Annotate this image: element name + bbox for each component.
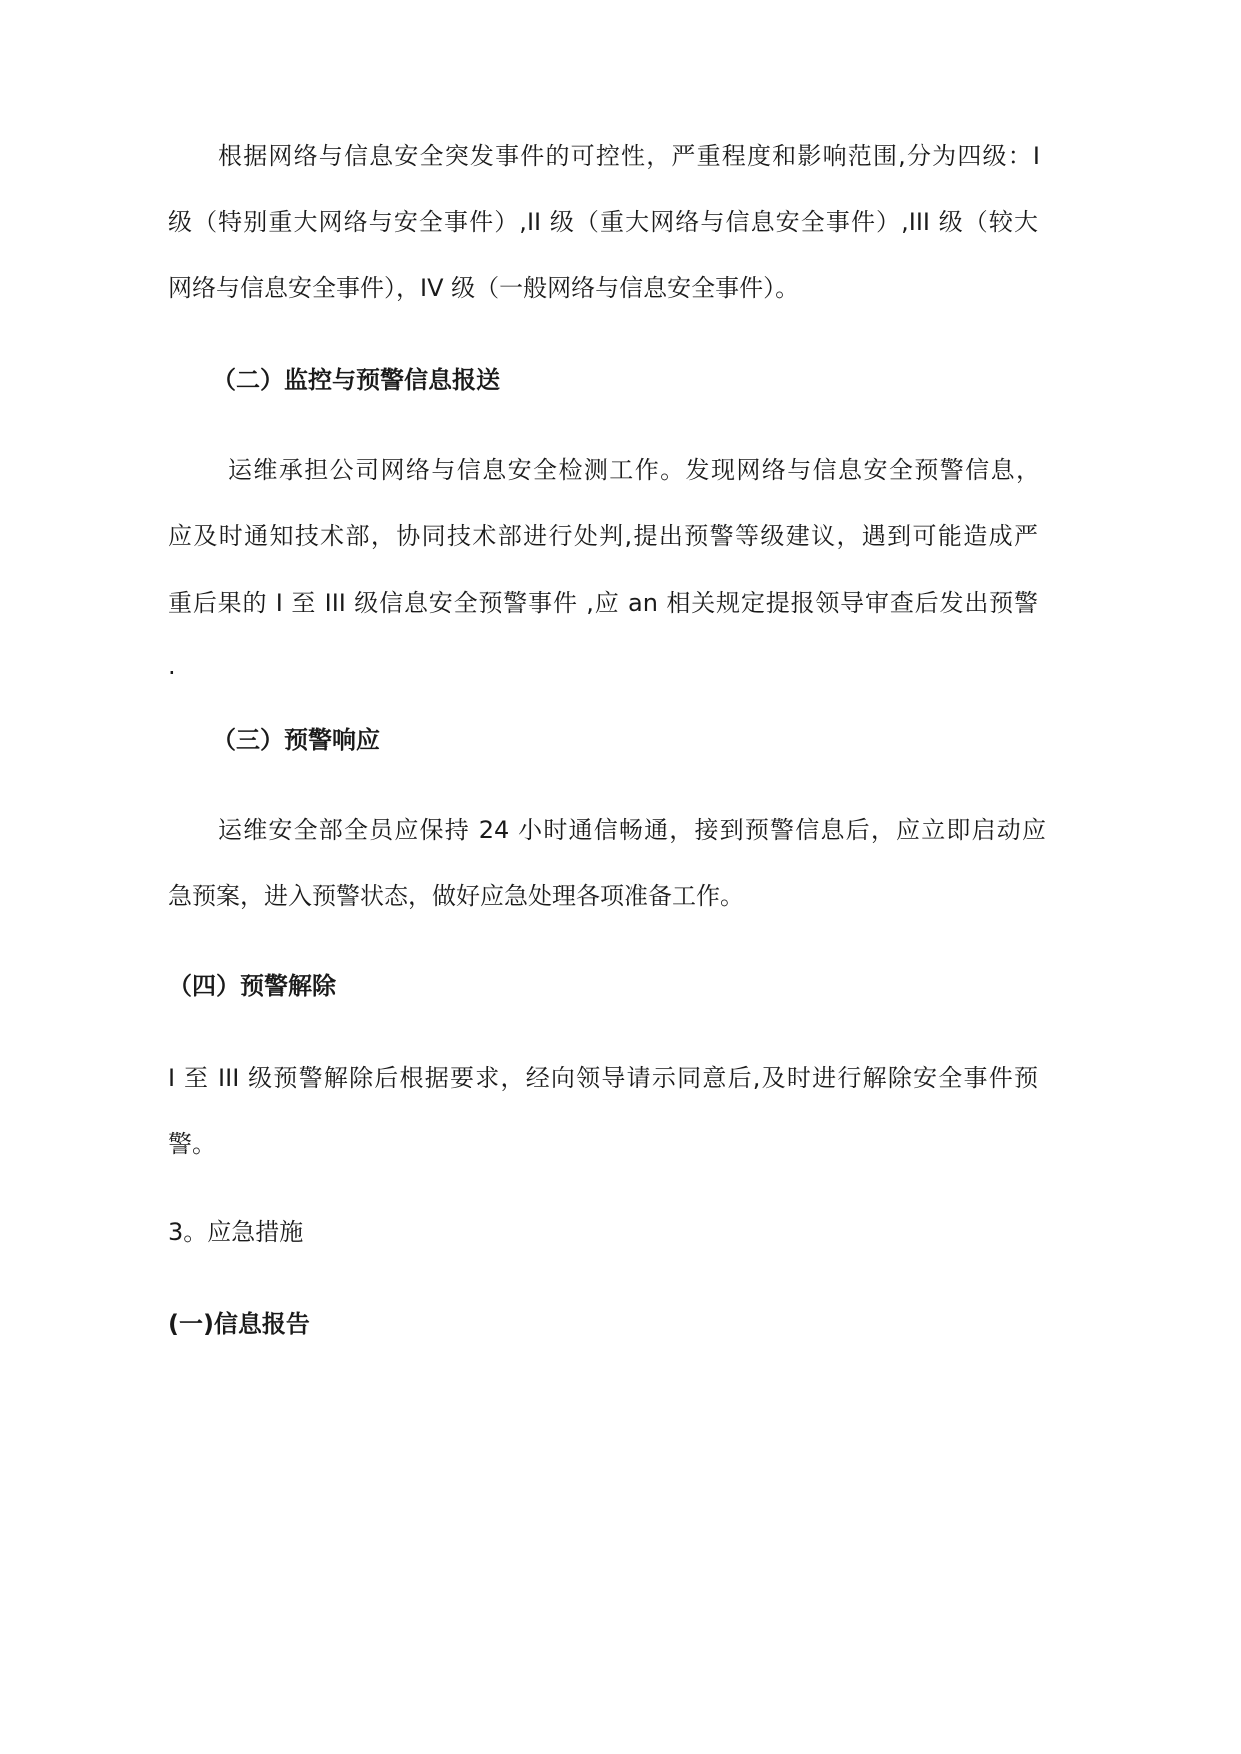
paragraph-release-line-1: I 至 III 级预警解除后根据要求，经向领导请示同意后,及时进行解除安全事件预 <box>168 1064 1038 1092</box>
heading-release: （四）预警解除 <box>168 972 336 1000</box>
paragraph-response-line-1: 运维安全部全员应保持 24 小时通信畅通，接到预警信息后，应立即启动应 <box>218 816 1046 844</box>
paragraph-release-line-2: 警。 <box>168 1130 216 1158</box>
heading-response: （三）预警响应 <box>212 726 380 754</box>
paragraph-monitoring-line-4: . <box>168 652 176 680</box>
paragraph-levels-line-2: 级（特别重大网络与安全事件）,II 级（重大网络与信息安全事件）,III 级（较大 <box>168 208 1038 236</box>
heading-monitoring: （二）监控与预警信息报送 <box>212 366 500 394</box>
paragraph-monitoring-line-2: 应及时通知技术部，协同技术部进行处判,提出预警等级建议，遇到可能造成严 <box>168 522 1038 550</box>
heading-emergency-measures: 3。应急措施 <box>168 1218 304 1246</box>
paragraph-monitoring-line-1: 运维承担公司网络与信息安全检测工作。发现网络与信息安全预警信息， <box>228 456 1040 484</box>
paragraph-response-line-2: 急预案，进入预警状态，做好应急处理各项准备工作。 <box>168 882 744 910</box>
paragraph-monitoring-line-3: 重后果的 I 至 III 级信息安全预警事件 ,应 an 相关规定提报领导审查后发出预警 <box>168 589 1038 617</box>
paragraph-levels-line-3: 网络与信息安全事件），IV 级（一般网络与信息安全事件）。 <box>168 274 800 302</box>
heading-info-report: (一)信息报告 <box>168 1310 310 1338</box>
paragraph-levels-line-1: 根据网络与信息安全突发事件的可控性，严重程度和影响范围,分为四级：I <box>218 142 1040 170</box>
